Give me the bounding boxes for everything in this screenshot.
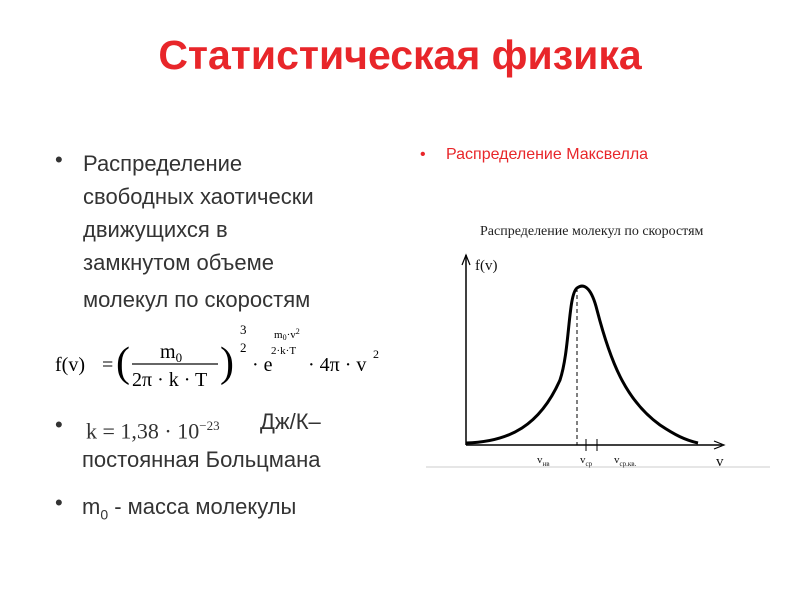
formula-exp-bottom: 2·k·T	[271, 345, 297, 357]
maxwell-distribution-chart	[420, 210, 780, 500]
bullet-line: движущихся в	[83, 217, 228, 242]
formula-denominator: 2π · k · T	[132, 369, 208, 391]
mass-description: - масса молекулы	[108, 494, 297, 519]
tick-label-mean: $v_{ср}$	[580, 454, 593, 468]
y-axis-label: f(v)	[475, 258, 498, 274]
slide-title: Статистическая физика	[158, 32, 642, 78]
tick-label-most-probable: $v_{нв}$	[537, 454, 550, 468]
formula-paren-left: (	[116, 340, 130, 386]
bullet-line: замкнутом объеме	[83, 250, 274, 275]
x-axis-label: v	[716, 454, 724, 470]
chart-title: Распределение молекул по скоростям	[480, 224, 704, 239]
boltzmann-unit: Дж/К–	[260, 409, 321, 434]
formula-equals: =	[102, 354, 114, 376]
tick-label-rms: $v_{ср.кв.}$	[614, 454, 637, 468]
mass-subscript: 0	[100, 506, 109, 523]
bullet-dot: •	[55, 147, 63, 172]
bullet-maxwell: Распределение Максвелла	[446, 146, 649, 163]
formula-tail-square: 2	[373, 347, 379, 361]
bullet-dot: •	[55, 490, 63, 515]
formula-exp-den: 2	[240, 340, 247, 355]
mass-symbol: m	[82, 494, 101, 519]
distribution-curve	[466, 286, 698, 443]
formula-lhs: f(v)	[55, 354, 85, 376]
bullet-distribution-description	[83, 147, 383, 316]
maxwell-formula	[50, 318, 390, 396]
formula-exp-top: $m0\cdot v^2$	[274, 327, 300, 342]
bullet-boltzmann	[82, 405, 402, 476]
boltzmann-label: постоянная Больцмана	[82, 447, 321, 472]
boltzmann-formula: $k = 1,38 \cdot 10^{-23}$	[86, 418, 220, 444]
formula-m0: $m_0$	[160, 341, 183, 365]
formula-tail: · 4π · v	[308, 354, 367, 376]
bullet-dot: •	[420, 146, 426, 163]
formula-e: · e	[252, 354, 273, 376]
bullet-dot: •	[55, 412, 63, 437]
bullet-line: молекул по скоростям	[83, 287, 311, 312]
bullet-line: свободных хаотически	[83, 184, 314, 209]
bullet-line: Распределение	[83, 151, 243, 176]
bullet-molecule-mass	[82, 490, 296, 531]
formula-exp-num: 3	[240, 322, 247, 337]
formula-paren-right: )	[220, 340, 234, 386]
